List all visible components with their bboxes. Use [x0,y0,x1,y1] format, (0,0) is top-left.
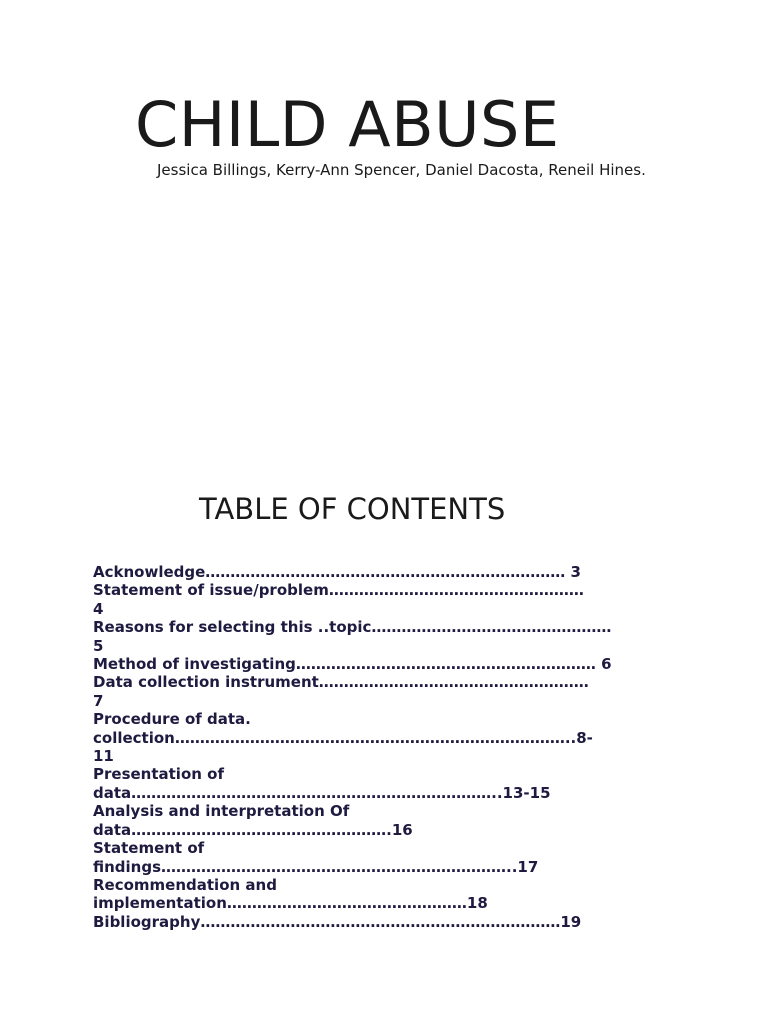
toc-entry-line: implementation…………………………………………18 [93,894,488,913]
toc-entry-page: 5 [93,636,104,655]
toc-list [93,563,683,931]
toc-entry-data-collection-instrument[interactable] [93,673,683,710]
toc-entry-acknowledge[interactable] [93,563,683,581]
toc-heading: TABLE OF CONTENTS [199,492,506,526]
toc-entry-line: Acknowledge……………………………………………………………… 3 [93,563,581,581]
authors-line: Jessica Billings, Kerry-Ann Spencer, Daniel Dacosta, Reneil Hines. [157,161,646,179]
toc-entry-line: Method of investigating…………………………………………………… 6 [93,655,612,674]
toc-entry-line: data………………………………………………………………..13-15 [93,783,551,802]
toc-entry-bibliography[interactable] [93,913,683,931]
toc-entry-line: data…………………………………………….16 [93,820,413,839]
toc-entry-statement-of-issue[interactable] [93,581,683,618]
toc-entry-findings[interactable] [93,839,683,876]
toc-entry-line: Reasons for selecting this ..topic………………………………………… [93,618,612,637]
toc-entry-line: findings……………………………………………………………..17 [93,857,539,876]
document-title: CHILD ABUSE [135,88,560,161]
toc-entry-line: Statement of [93,839,205,858]
toc-entry-line: collection……………………………………………………………………..8- [93,728,593,747]
toc-entry-line: Statement of issue/problem…………………………………………… [93,581,584,600]
toc-entry-page: 4 [93,599,104,618]
toc-entry-line: Presentation of [93,765,224,784]
toc-entry-method[interactable] [93,655,683,673]
toc-entry-page: 7 [93,691,104,710]
toc-entry-line: Procedure of data. [93,710,251,729]
toc-entry-recommendation[interactable] [93,876,683,913]
toc-entry-line: Bibliography………………………………………………………………19 [93,912,582,931]
toc-entry-reasons[interactable] [93,618,683,655]
toc-entry-analysis[interactable] [93,802,683,839]
toc-entry-presentation[interactable] [93,765,683,802]
toc-entry-line: Data collection instrument……………………………………………… [93,673,589,692]
toc-entry-procedure[interactable] [93,710,683,765]
toc-entry-line: Analysis and interpretation Of [93,802,350,821]
toc-entry-line: Recommendation and [93,875,277,894]
toc-entry-page: 11 [93,747,114,766]
